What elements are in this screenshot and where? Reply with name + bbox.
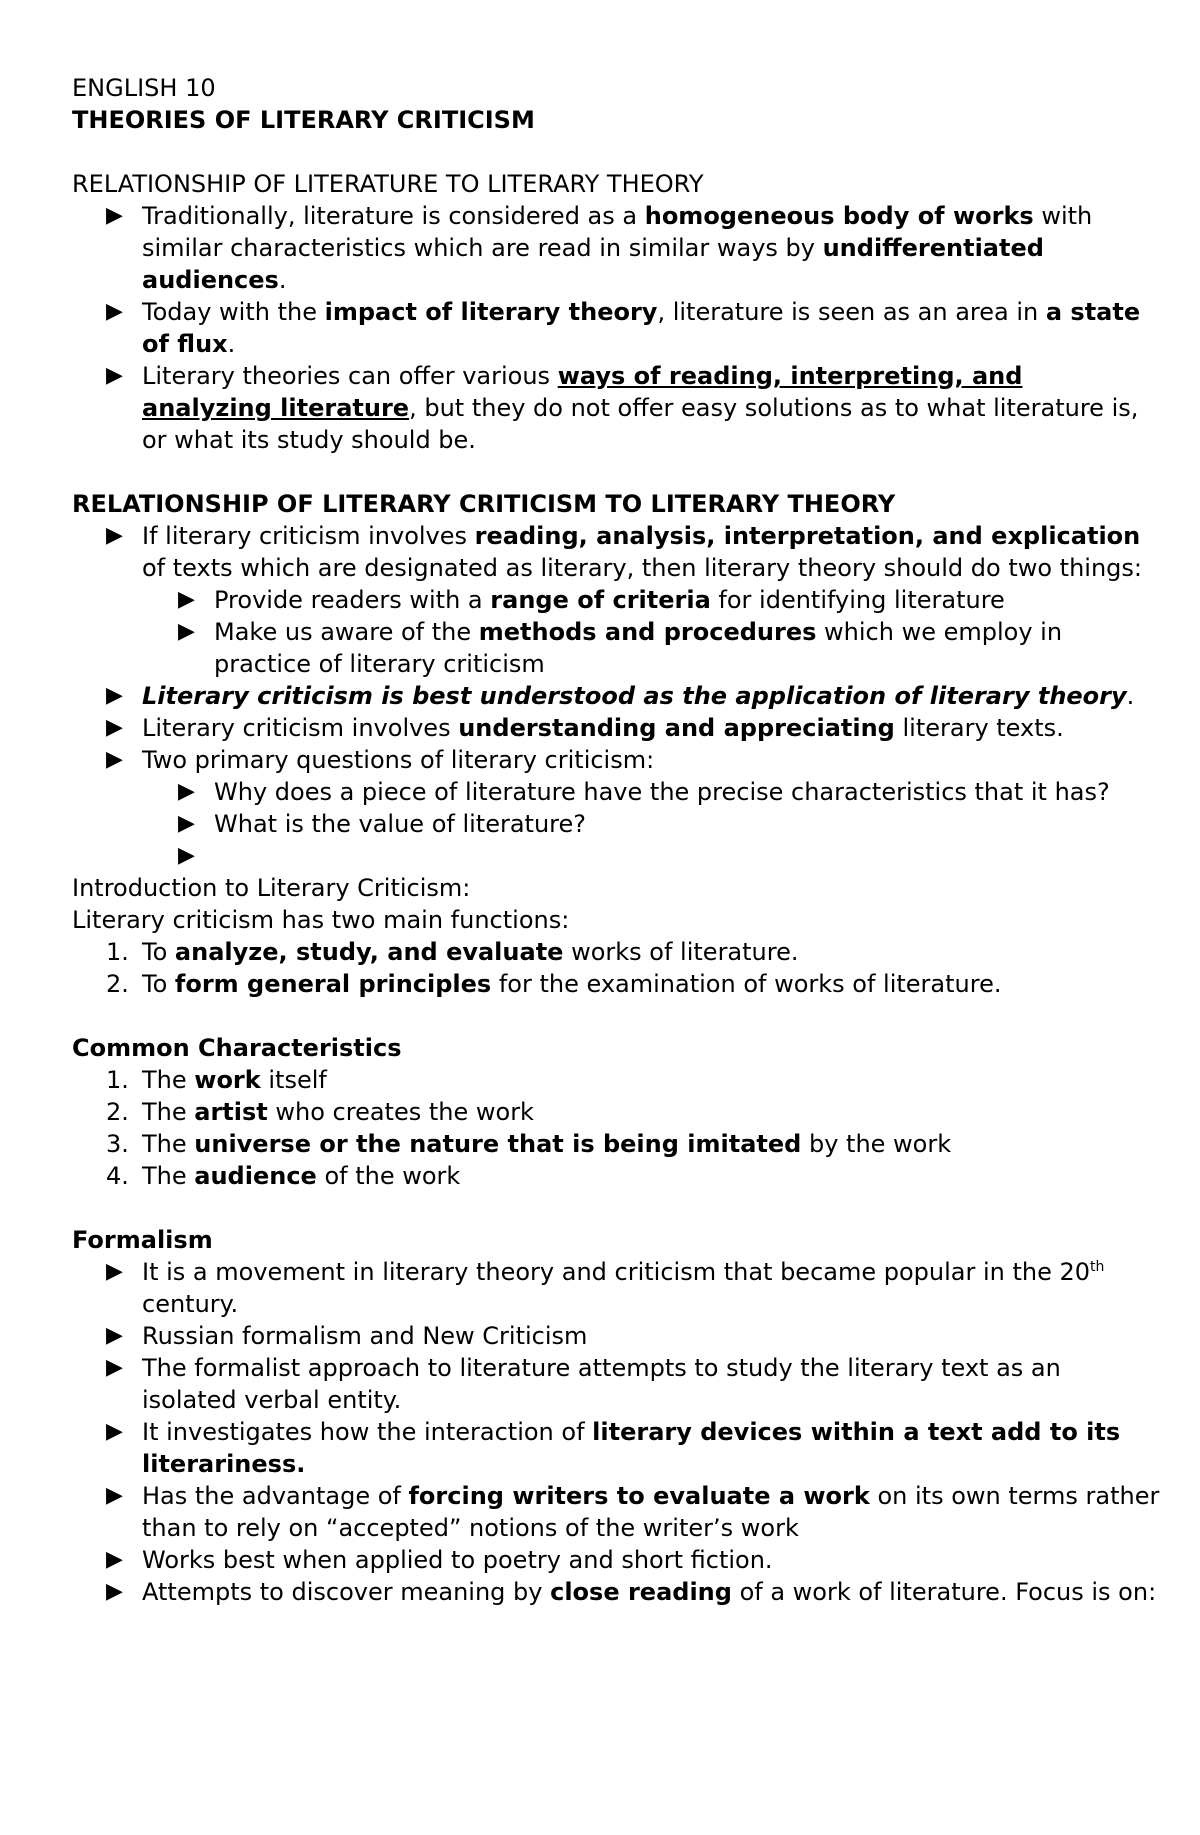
spacer <box>72 136 1160 168</box>
sub-list-item: ▶ Provide readers with a range of criteria for identifying literature <box>178 586 1005 614</box>
document-title: THEORIES OF LITERARY CRITICISM <box>72 106 535 134</box>
section-heading-criticism-theory: RELATIONSHIP OF LITERARY CRITICISM TO LITERARY THEORY <box>72 490 896 518</box>
bullet-arrow-icon: ▶ <box>178 779 195 804</box>
bullet-arrow-icon: ▶ <box>106 1355 123 1380</box>
numbered-item: 4. The audience of the work <box>106 1162 461 1190</box>
sub-list-item: ▶ Make us aware of the methods and procedures which we employ in practice of literary criticism <box>178 618 1063 678</box>
list-item: ▶ It is a movement in literary theory and criticism that became popular in the 20th century. <box>106 1258 1105 1318</box>
bullet-arrow-icon: ▶ <box>106 1579 123 1604</box>
bullet-arrow-icon: ▶ <box>106 715 123 740</box>
list-item: ▶ Literary criticism is best understood as the application of literary theory. <box>106 682 1135 710</box>
bullet-arrow-icon: ▶ <box>106 1419 123 1444</box>
numbered-item: 2. To form general principles for the examination of works of literature. <box>106 970 1002 998</box>
formalism-heading: Formalism <box>72 1226 213 1254</box>
section2-bullets <box>72 520 1160 872</box>
list-item: ▶ Literary criticism involves understanding and appreciating literary texts. <box>106 714 1064 742</box>
empty-sub-list-item <box>72 840 1160 872</box>
section-heading-literature-theory: RELATIONSHIP OF LITERATURE TO LITERARY THEORY <box>72 170 704 198</box>
section1-bullets <box>72 200 1160 456</box>
sub-list-item: ▶ Why does a piece of literature have the precise characteristics that it has? <box>178 778 1110 806</box>
bullet-arrow-icon: ▶ <box>178 811 195 836</box>
intro-lead: Literary criticism has two main functions: <box>72 906 570 934</box>
numbered-item: 1. To analyze, study, and evaluate works of literature. <box>106 938 799 966</box>
bullet-arrow-icon: ▶ <box>178 843 195 868</box>
bullet-arrow-icon: ▶ <box>106 363 123 388</box>
bullet-arrow-icon: ▶ <box>106 683 123 708</box>
bullet-arrow-icon: ▶ <box>106 1547 123 1572</box>
bullet-arrow-icon: ▶ <box>106 203 123 228</box>
bullet-arrow-icon: ▶ <box>106 523 123 548</box>
bullet-arrow-icon: ▶ <box>178 619 195 644</box>
list-item: ▶ If literary criticism involves reading, analysis, interpretation, and explication of texts which are designated as literary, then literary theory should do two things: <box>106 522 1143 582</box>
numbered-item: 1. The work itself <box>106 1066 327 1094</box>
spacer <box>72 456 1160 488</box>
list-item: ▶ Traditionally, literature is considered as a homogeneous body of works with similar characteristics which are read in similar ways by undifferentiated audiences. <box>106 202 1093 294</box>
bullet-arrow-icon: ▶ <box>106 1323 123 1348</box>
intro-heading: Introduction to Literary Criticism: <box>72 874 471 902</box>
numbered-item: 2. The artist who creates the work <box>106 1098 534 1126</box>
course-label: ENGLISH 10 <box>72 74 216 102</box>
spacer <box>72 1000 1160 1032</box>
bullet-arrow-icon: ▶ <box>178 587 195 612</box>
sub-list-item: ▶ What is the value of literature? <box>178 810 586 838</box>
list-item: ▶ Has the advantage of forcing writers to evaluate a work on its own terms rather than to rely on “accepted” notions of the writer’s work <box>106 1482 1160 1542</box>
functions-list <box>72 936 1160 1000</box>
list-item: ▶ It investigates how the interaction of literary devices within a text add to its literariness. <box>106 1418 1121 1478</box>
list-item: ▶ Today with the impact of literary theory, literature is seen as an area in a state of flux. <box>106 298 1141 358</box>
spacer <box>72 1192 1160 1224</box>
list-item: ▶ Two primary questions of literary criticism: <box>106 746 655 774</box>
bullet-arrow-icon: ▶ <box>106 1259 123 1284</box>
characteristics-list <box>72 1064 1160 1192</box>
numbered-item: 3. The universe or the nature that is being imitated by the work <box>106 1130 952 1158</box>
list-item: ▶ Attempts to discover meaning by close reading of a work of literature. Focus is on: <box>106 1578 1157 1606</box>
formalism-bullets <box>72 1256 1160 1608</box>
bullet-arrow-icon: ▶ <box>106 299 123 324</box>
bullet-arrow-icon: ▶ <box>106 747 123 772</box>
list-item: ▶ Works best when applied to poetry and short fiction. <box>106 1546 773 1574</box>
list-item: ▶ Literary theories can offer various ways of reading, interpreting, and analyzing literature, but they do not offer easy solutions as to what literature is, or what its study should be. <box>106 362 1139 454</box>
bullet-arrow-icon: ▶ <box>106 1483 123 1508</box>
list-item: ▶ The formalist approach to literature attempts to study the literary text as an isolated verbal entity. <box>106 1354 1061 1414</box>
list-item: ▶ Russian formalism and New Criticism <box>106 1322 588 1350</box>
common-characteristics-heading: Common Characteristics <box>72 1034 402 1062</box>
